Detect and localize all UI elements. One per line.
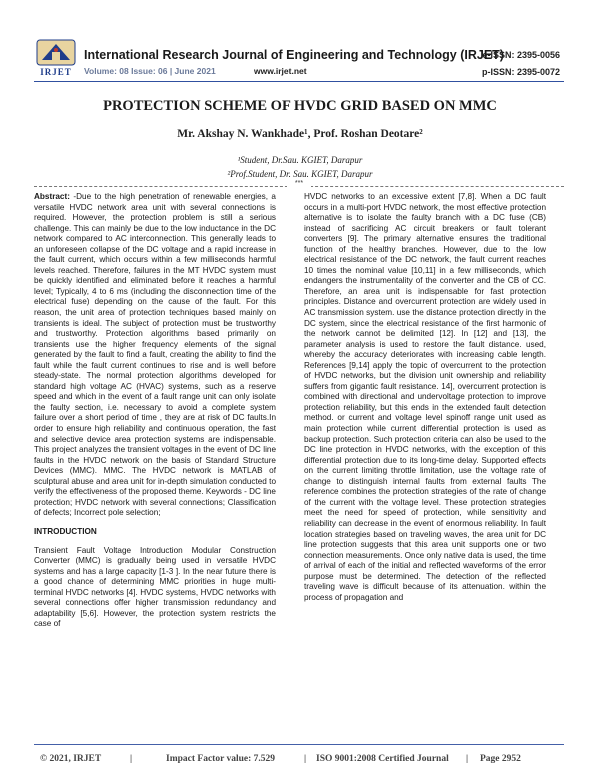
footer-divider xyxy=(34,744,564,745)
footer-impact-factor: Impact Factor value: 7.529 xyxy=(166,754,276,764)
journal-website-link[interactable]: www.irjet.net xyxy=(254,66,307,76)
affiliation-1: ¹Student, Dr.Sau. KGIET, Darapur xyxy=(237,155,363,165)
section-separator xyxy=(34,181,564,191)
introduction-heading: INTRODUCTION xyxy=(34,526,97,536)
right-column-paragraph: HVDC networks to an excessive extent [7,8]. When a DC fault occurs in a multi-port HVDC network, the most effective protection alternative is to isolate the faulty branch with a DC fuse (CB) instead of sacrificing AC circuit breakers or fault tolerant converters [9]. The primary alternative ensures the traditional function of the healthy branches. However, due to the low electrical resistance of the DC network, the fault current reaches 10 times the nominal value [10,11] in a few milliseconds, which endangers the instrumentality of the converter and the CB of CC. Therefore, an area unit is indispensable for fast protection principles. Distance and overcurrent protection are widely used in AC transmission system. use the distance protection directly in the DC system, since the electrical resistance of the first harmonic of the network cannot be delimited [12]. In [12] and [13], the parameter analysis is used to restore the fault distance. used, whereby the accuracy deteriorates with increasing cable length. References [9,14] apply the topic of overcurrent to the protection of HVDC networks, but the division unit ownership and reliability suffers from gigantic fault resistance. 14], overcurrent protection is combined with directional and undervoltage protection to improve protection reliability, but this ends in the extended fault detection method. or current and voltage level spinoff range unit used as main protection while current differential protection is used as backup protection. Such protection criteria can also be used to the DC line protection in HVDC networks, with the exception of this differential protection due to its long-time delay. Supported effects on the current limiting throttle limitation, use the voltage rate of change to distinguish internal faults from external faults The reference combines the protection strategies of the rate of change of the current with the voltage level. These protection strategies meet the need for speed of protection, while sensitivity and reliability can decrease in the event of enormous reliability. In fault location strategies based on traveling waves, the area unit for DC line protection suggests that this area unit supports one or two connection measurements. Once only native data is used, the time of arrival of each of the initial and reflected waveforms of the error purpose must be determined. The detection of the reflected traveling wave is difficult because of its attenuation. within the process of propagation and xyxy=(304,192,546,602)
footer-separator: | xyxy=(466,754,469,764)
paper-authors: Mr. Akshay N. Wankhade¹, Prof. Roshan Deotare² xyxy=(177,128,423,140)
footer-separator: | xyxy=(130,754,133,764)
journal-title: International Research Journal of Engineering and Technology (IRJET) xyxy=(84,48,504,62)
introduction-paragraph: Transient Fault Voltage Introduction Modular Construction Converter (MMC) is gradually being used in versatile HVDC systems and has a large capacity [1-3 ]. In the near future there is a good chance of determining MMC priorities in huge multi-terminal HVDC networks [4]. HVDC systems, HVDC networks with several connections offer higher transmission redundancy and adaptability [5,6]. However, the protection system restricts the case of xyxy=(34,545,276,629)
left-column xyxy=(34,192,276,720)
paper-title: PROTECTION SCHEME OF HVDC GRID BASED ON MMC xyxy=(103,98,497,114)
abstract-paragraph xyxy=(34,192,276,519)
e-issn: e-ISSN: 2395-0056 xyxy=(482,50,560,60)
separator-stars: *** xyxy=(287,180,311,187)
footer-separator: | xyxy=(304,754,307,764)
affiliation-2: ²Prof.Student, Dr. Sau. KGIET, Darapur xyxy=(227,169,373,179)
logo-text: IRJET xyxy=(40,67,72,77)
abstract-label: Abstract: xyxy=(34,192,70,201)
abstract-text: -Due to the high penetration of renewable energies, a versatile HVDC network area unit with several connections is required. However, the protection problem is still a serious challenge. This can mainly be due to the low inductance in the DC network compared to AC interconnection. This generally leads to an unforeseen collapse of the DC voltage and a rapid increase in the fault current, which occurs within a few milliseconds harmful levels reached. Therefore, failures in the MT HVDC system must be quickly identified and eliminated before it reaches a harmful level; Typically, 4 to 6 ms (including the disconnection time of the electrical fuse) depending on the cause of the fault. For this reason, the unit area of protection techniques based mainly on transients is ideal. The subject of protection must be trustworthy and trustworthy. Protection algorithms based primarily on transients use the higher frequency elements of the signal generated by the fault to find a fault, creating the ability to find the fault while the fault current continues to rise and is well before steady-state. The normal protection algorithms developed for standard high voltage AC (HVAC) systems, such as a reserve speed and which in the event of a fault range unit can only isolate the faulty section, i.e. necessary to avoid a complete system failure over a short period of time , they are at risk of DC faults.In order to ensure high reliability and continuous operation, the fast and selective device area protection systems are indispensable. This project analyzes the transient voltages in the event of DC line faults in the HVDC network on the basis of Standard Structure Devices (MMC). MMC. The HVDC network is MATLAB of sculptural abuse and area unit for in-depth simulation conducted to verify the effectiveness of the proposed theme. Keywords - DC line protection; HVDC network with several connections; Classification of defects; Incorrect pole selection; xyxy=(34,192,276,518)
header-divider xyxy=(34,81,564,82)
p-issn: p-ISSN: 2395-0072 xyxy=(481,67,560,77)
footer-page-number: Page 2952 xyxy=(480,754,521,764)
right-column xyxy=(304,192,546,720)
footer-copyright: © 2021, IRJET xyxy=(40,754,102,764)
page-footer xyxy=(34,754,564,768)
page-header xyxy=(0,0,600,80)
footer-iso: ISO 9001:2008 Certified Journal xyxy=(316,754,449,764)
volume-issue: Volume: 08 Issue: 06 | June 2021 xyxy=(84,66,216,76)
